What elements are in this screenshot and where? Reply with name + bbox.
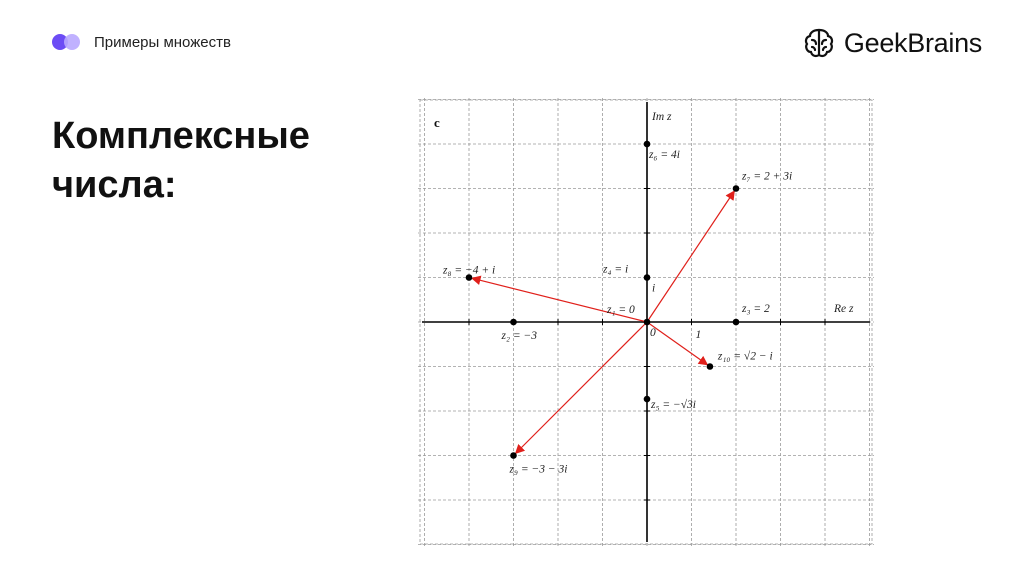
- brain-icon: [802, 26, 836, 60]
- geekbrains-logo: [802, 26, 982, 60]
- logo-text: GeekBrains: [843, 27, 982, 58]
- brand-dots-icon: [52, 33, 84, 51]
- origin-label: 0: [650, 327, 656, 339]
- unit-x-label: 1: [695, 329, 702, 341]
- point-z4: [644, 274, 651, 281]
- unit-y-label: i: [652, 282, 656, 295]
- point-label-z1: z₁ = 0: [607, 304, 635, 316]
- point-z3: [733, 319, 740, 326]
- point-z10: [707, 363, 714, 370]
- point-label-z4: z₄ = i: [603, 263, 629, 276]
- point-label-z5: z₅ = −√3i: [651, 399, 697, 412]
- slide-header: [52, 33, 231, 51]
- point-z2: [510, 319, 517, 326]
- complex-plane: [418, 98, 874, 546]
- real-axis-label: Re z: [834, 303, 854, 315]
- point-label-z2: z₂ = −3: [501, 330, 537, 342]
- point-z6: [644, 141, 651, 148]
- point-label-z8: z₈ = −4 + i: [443, 264, 496, 277]
- imaginary-axis-label: Im z: [652, 111, 672, 123]
- point-label-z10: z₁₀ = √2 − i: [717, 350, 773, 363]
- point-label-z9: z₉ = −3 − 3i: [509, 463, 568, 476]
- point-label-z6: z₆ = 4i: [649, 149, 680, 161]
- point-label-z3: z₃ = 2: [742, 303, 770, 315]
- point-z1: [644, 319, 651, 326]
- slide-heading: Комплексные числа:: [52, 115, 310, 206]
- point-z5: [644, 396, 651, 403]
- point-z9: [510, 452, 517, 459]
- point-z7: [733, 185, 740, 192]
- corner-label: c: [434, 115, 440, 130]
- section-title: Примеры множеств: [94, 33, 231, 51]
- point-label-z7: z₇ = 2 + 3i: [742, 170, 793, 183]
- complex-plane-figure: [418, 98, 874, 546]
